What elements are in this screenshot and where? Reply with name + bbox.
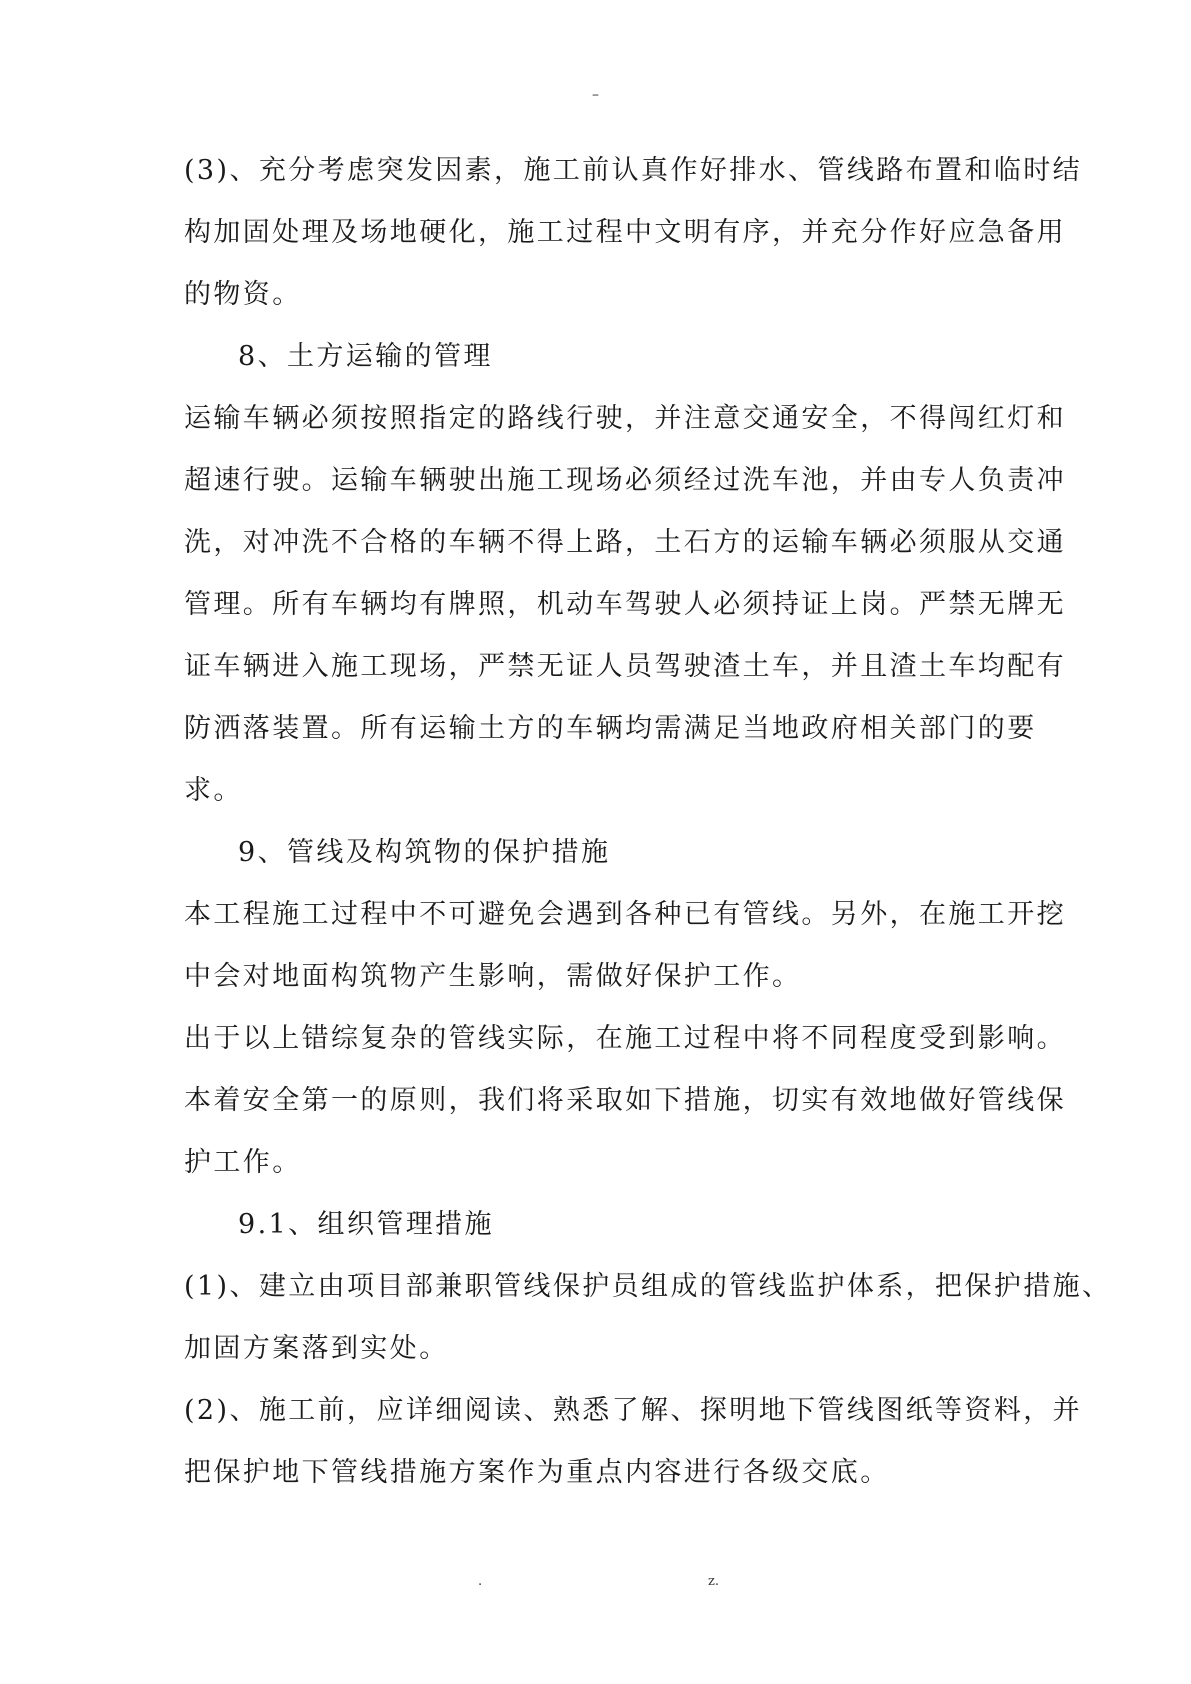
section-heading: 9.1、组织管理措施 [238,1209,494,1240]
paragraph-line: 加固方案落到实处。 [184,1333,449,1364]
body-text [184,140,1112,1504]
footer-right-mark: z. [708,1574,719,1589]
section-heading: 9、管线及构筑物的保护措施 [238,837,611,868]
paragraph-line: 护工作。 [184,1147,302,1178]
paragraph-line: 中会对地面构筑物产生影响，需做好保护工作。 [184,961,802,992]
paragraph-line: (2)、施工前，应详细阅读、熟悉了解、探明地下管线图纸等资料，并 [184,1395,1083,1426]
paragraph-line: 防洒落装置。所有运输土方的车辆均需满足当地政府相关部门的要 [184,713,1037,744]
section-heading: 8、土方运输的管理 [238,341,493,372]
footer-left-mark: . [478,1574,483,1589]
page-footer [0,1572,1191,1592]
paragraph-line: 洗，对冲洗不合格的车辆不得上路，土石方的运输车辆必须服从交通 [184,527,1066,558]
paragraph-line: 超速行驶。运输车辆驶出施工现场必须经过洗车池，并由专人负责冲 [184,465,1066,496]
paragraph-line: (3)、充分考虑突发因素，施工前认真作好排水、管线路布置和临时结 [184,155,1083,186]
paragraph-line: 管理。所有车辆均有牌照，机动车驾驶人必须持证上岗。严禁无牌无 [184,589,1066,620]
paragraph-line: 求。 [184,775,243,806]
paragraph-line: 出于以上错综复杂的管线实际，在施工过程中将不同程度受到影响。 [184,1023,1066,1054]
paragraph-line: 证车辆进入施工现场，严禁无证人员驾驶渣土车，并且渣土车均配有 [184,651,1066,682]
paragraph-line: 把保护地下管线措施方案作为重点内容进行各级交底。 [184,1457,890,1488]
paragraph-line: (1)、建立由项目部兼职管线保护员组成的管线监护体系，把保护措施、 [184,1271,1112,1302]
paragraph-line: 本着安全第一的原则，我们将采取如下措施，切实有效地做好管线保 [184,1085,1066,1116]
paragraph-line: 运输车辆必须按照指定的路线行驶，并注意交通安全，不得闯红灯和 [184,403,1066,434]
paragraph-line: 本工程施工过程中不可避免会遇到各种已有管线。另外，在施工开挖 [184,899,1066,930]
paragraph-line: 的物资。 [184,279,302,310]
header-mark: – [592,87,599,103]
paragraph-line: 构加固处理及场地硬化，施工过程中文明有序，并充分作好应急备用 [184,217,1066,248]
